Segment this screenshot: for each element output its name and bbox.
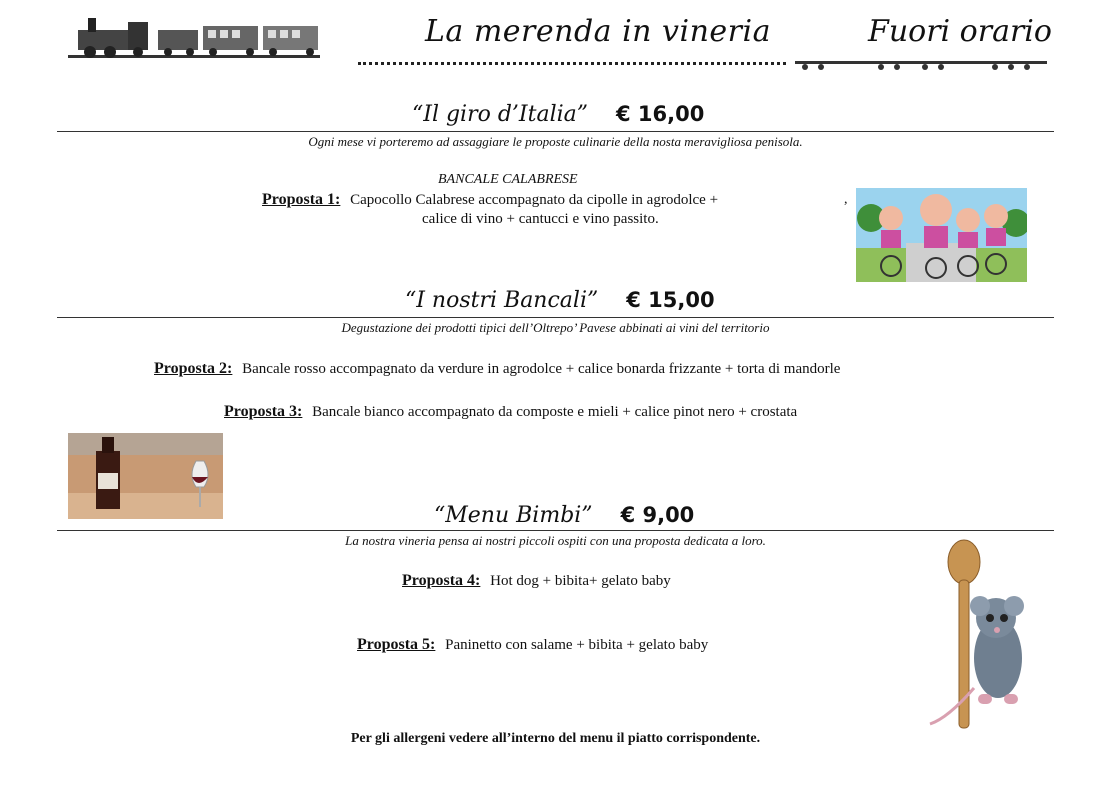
proposal-5: [357, 636, 708, 654]
section-description: Degustazione dei prodotti tipici dell’Oltrepo’ Pavese abbinati ai vini del territorio: [341, 320, 770, 335]
proposal-label: Proposta 3:: [224, 403, 303, 420]
proposal-label: Proposta 1:: [262, 191, 341, 208]
header-right-title: Fuori orario: [868, 14, 1052, 49]
section-rule: [57, 317, 1054, 318]
proposal-3: [224, 403, 797, 421]
proposal-label: Proposta 4:: [402, 572, 481, 589]
section-price: € 15,00: [626, 288, 715, 312]
section-rule: [57, 131, 1054, 132]
section-price: € 9,00: [620, 503, 695, 527]
dotted-divider: [358, 62, 786, 65]
train-track-icon: [795, 58, 1047, 72]
proposal-label: Proposta 2:: [154, 360, 233, 377]
section-title-menu-bimbi: “Menu Bimbi” € 9,00: [434, 503, 695, 528]
cyclists-cartoon-icon: [856, 188, 1027, 282]
proposal-1-line2: calice di vino + cantucci e vino passito.: [422, 211, 659, 227]
section-title-nostri-bancali: “I nostri Bancali” € 15,00: [405, 288, 715, 313]
rat-with-spoon-icon: [918, 538, 1030, 738]
train-illustration-icon: [68, 12, 320, 64]
wine-bottle-photo-icon: [68, 433, 223, 519]
proposal-text: Bancale bianco accompagnato da composte e mieli + calice pinot nero + crostata: [312, 404, 798, 420]
section-description: Ogni mese vi porteremo ad assaggiare le proposte culinarie della nosta meravigliosa penisola.: [308, 134, 803, 149]
section-title-giro-italia: “Il giro d’Italia” € 16,00: [412, 102, 705, 127]
section-subheading: BANCALE CALABRESE: [438, 172, 578, 187]
stray-comma: ,: [844, 192, 848, 207]
proposal-text: Hot dog + bibita+ gelato baby: [490, 573, 671, 589]
header-title: La merenda in vineria: [425, 14, 771, 49]
proposal-text: Capocollo Calabrese accompagnato da cipolle in agrodolce +: [350, 192, 719, 208]
proposal-label: Proposta 5:: [357, 636, 436, 653]
section-description: La nostra vineria pensa ai nostri piccoli ospiti con una proposta dedicata a loro.: [345, 533, 766, 548]
section-price: € 16,00: [616, 102, 705, 126]
proposal-2: [154, 360, 840, 378]
proposal-text: Paninetto con salame + bibita + gelato baby: [445, 637, 709, 653]
allergen-note: Per gli allergeni vedere all’interno del menu il piatto corrispondente.: [350, 731, 761, 746]
proposal-1: [262, 191, 718, 209]
section-rule: [57, 530, 1054, 531]
proposal-4: [402, 572, 671, 590]
proposal-text: Bancale rosso accompagnato da verdure in agrodolce + calice bonarda frizzante + torta di mandorle: [242, 361, 841, 377]
